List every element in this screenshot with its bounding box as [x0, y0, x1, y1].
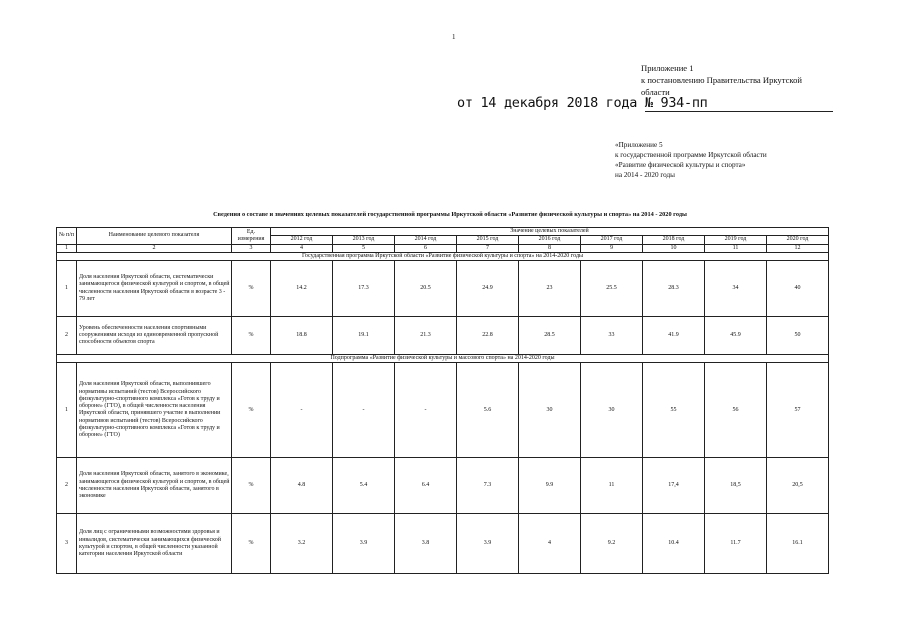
table-row: [57, 317, 829, 355]
appendix1-block: [641, 62, 831, 98]
indicator-name: Уровень обеспеченности населения спортивными сооружениями исходя из единовременной пропускной способности объектов спорта: [77, 317, 232, 355]
value-cell: 20,5: [767, 458, 829, 514]
value-cell: 11: [581, 458, 643, 514]
column-number: 6: [395, 244, 457, 252]
value-cell: 5.6: [457, 363, 519, 458]
value-cell: 18,5: [705, 458, 767, 514]
table-row: [57, 514, 829, 574]
head-unit: Ед. измерения: [232, 228, 271, 245]
indicator-name: Доля населения Иркутской области, занятого в экономике, занимающегося физической культурой и спортом, в общей численности населения Иркутской области, занятого в экономике: [77, 458, 232, 514]
value-cell: 3.2: [271, 514, 333, 574]
row-number: 3: [57, 514, 77, 574]
value-cell: 30: [581, 363, 643, 458]
value-cell: 25.5: [581, 261, 643, 317]
page-number: 1: [452, 33, 456, 41]
value-cell: 40: [767, 261, 829, 317]
value-cell: 55: [643, 363, 705, 458]
value-cell: 6.4: [395, 458, 457, 514]
value-cell: 14.2: [271, 261, 333, 317]
column-number: 4: [271, 244, 333, 252]
value-cell: 50: [767, 317, 829, 355]
row-number: 2: [57, 317, 77, 355]
appendix5-block: [615, 140, 855, 180]
value-cell: 28.5: [519, 317, 581, 355]
appendix1-line3: области: [641, 87, 670, 97]
appendix5-line1: «Приложение 5: [615, 141, 663, 149]
year-header: 2016 год: [519, 236, 581, 244]
column-number: 12: [767, 244, 829, 252]
unit-cell: %: [232, 317, 271, 355]
appendix5-line4: на 2014 - 2020 годы: [615, 171, 676, 179]
appendix5-line2: к государственной программе Иркутской области: [615, 151, 767, 159]
value-cell: 45.9: [705, 317, 767, 355]
appendix5-line3: «Развитие физической культуры и спорта»: [615, 161, 746, 169]
head-name: Наименование целевого показателя: [77, 228, 232, 245]
value-cell: 4: [519, 514, 581, 574]
year-header: 2014 год: [395, 236, 457, 244]
column-number: 3: [232, 244, 271, 252]
year-header: 2018 год: [643, 236, 705, 244]
row-number: 1: [57, 363, 77, 458]
value-cell: 41.9: [643, 317, 705, 355]
year-header: 2012 год: [271, 236, 333, 244]
column-number: 10: [643, 244, 705, 252]
section-state-program: Государственная программа Иркутской области «Развитие физической культуры и спорта» на 2014-2020 годы: [57, 252, 829, 260]
year-header: 2013 год: [333, 236, 395, 244]
column-number: 5: [333, 244, 395, 252]
value-cell: -: [333, 363, 395, 458]
unit-cell: %: [232, 514, 271, 574]
table-title: Сведения о составе и значениях целевых показателей государственной программы Иркутской области «Развитие физической культуры и спорта» на 2014 - 2020 годы: [213, 211, 687, 218]
column-number: 2: [77, 244, 232, 252]
indicator-name: Доля населения Иркутской области, систематически занимающегося физической культурой и спортом, в общей численности населения Иркутской области в возрасте 3 - 79 лет: [77, 261, 232, 317]
value-cell: 3.8: [395, 514, 457, 574]
value-cell: 30: [519, 363, 581, 458]
value-cell: 10.4: [643, 514, 705, 574]
value-cell: 57: [767, 363, 829, 458]
head-no: № п/п: [57, 228, 77, 245]
appendix1-line1: Приложение 1: [641, 63, 694, 73]
column-number: 11: [705, 244, 767, 252]
value-cell: 33: [581, 317, 643, 355]
value-cell: 22.8: [457, 317, 519, 355]
indicator-name: Доля лиц с ограниченными возможностями здоровья и инвалидов, систематически занимающихся физической культурой и спортом, в общей численности указанной категории населения Иркутской области: [77, 514, 232, 574]
table-row: [57, 458, 829, 514]
year-header: 2015 год: [457, 236, 519, 244]
value-cell: -: [271, 363, 333, 458]
value-cell: 5.4: [333, 458, 395, 514]
row-number: 1: [57, 261, 77, 317]
value-cell: 9.2: [581, 514, 643, 574]
appendix1-line2: к постановлению Правительства Иркутской: [641, 75, 803, 85]
value-cell: 21.3: [395, 317, 457, 355]
decree-line: [457, 95, 833, 112]
section-subprogram: Подпрограмма «Развитие физической культуры и массового спорта» на 2014-2020 годы: [57, 355, 829, 363]
value-cell: 7.3: [457, 458, 519, 514]
decree-date: от 14 декабря 2018 года: [457, 95, 638, 111]
value-cell: 56: [705, 363, 767, 458]
indicators-table: [56, 227, 829, 574]
value-cell: 3.9: [457, 514, 519, 574]
decree-number: № 934-пп: [645, 95, 833, 112]
value-cell: 17,4: [643, 458, 705, 514]
table-row: [57, 363, 829, 458]
value-cell: 34: [705, 261, 767, 317]
year-header: 2019 год: [705, 236, 767, 244]
value-cell: 3.9: [333, 514, 395, 574]
unit-cell: %: [232, 261, 271, 317]
year-header: 2020 год: [767, 236, 829, 244]
value-cell: 16.1: [767, 514, 829, 574]
indicator-name: Доля населения Иркутской области, выполнившего нормативы испытаний (тестов) Всероссийского физкультурно-спортивного комплекса «Готов к труду и обороне» (ГТО), в общей численности населения Иркутской области, принявшего участие в выполнении нормативов испытаний (тестов) Всероссийского физкультурно-спортивного комплекса «Готов к труду и обороне» (ГТО): [77, 363, 232, 458]
unit-cell: %: [232, 458, 271, 514]
column-number: 9: [581, 244, 643, 252]
value-cell: 20.5: [395, 261, 457, 317]
value-cell: 28.3: [643, 261, 705, 317]
column-number: 1: [57, 244, 77, 252]
value-cell: 9.9: [519, 458, 581, 514]
column-number: 8: [519, 244, 581, 252]
unit-cell: %: [232, 363, 271, 458]
row-number: 2: [57, 458, 77, 514]
head-values: Значение целевых показателей: [271, 228, 829, 236]
value-cell: 17.3: [333, 261, 395, 317]
value-cell: 4.8: [271, 458, 333, 514]
value-cell: 11.7: [705, 514, 767, 574]
value-cell: 19.1: [333, 317, 395, 355]
value-cell: 24.9: [457, 261, 519, 317]
year-header: 2017 год: [581, 236, 643, 244]
value-cell: 23: [519, 261, 581, 317]
value-cell: -: [395, 363, 457, 458]
table-row: [57, 261, 829, 317]
value-cell: 18.8: [271, 317, 333, 355]
column-number: 7: [457, 244, 519, 252]
